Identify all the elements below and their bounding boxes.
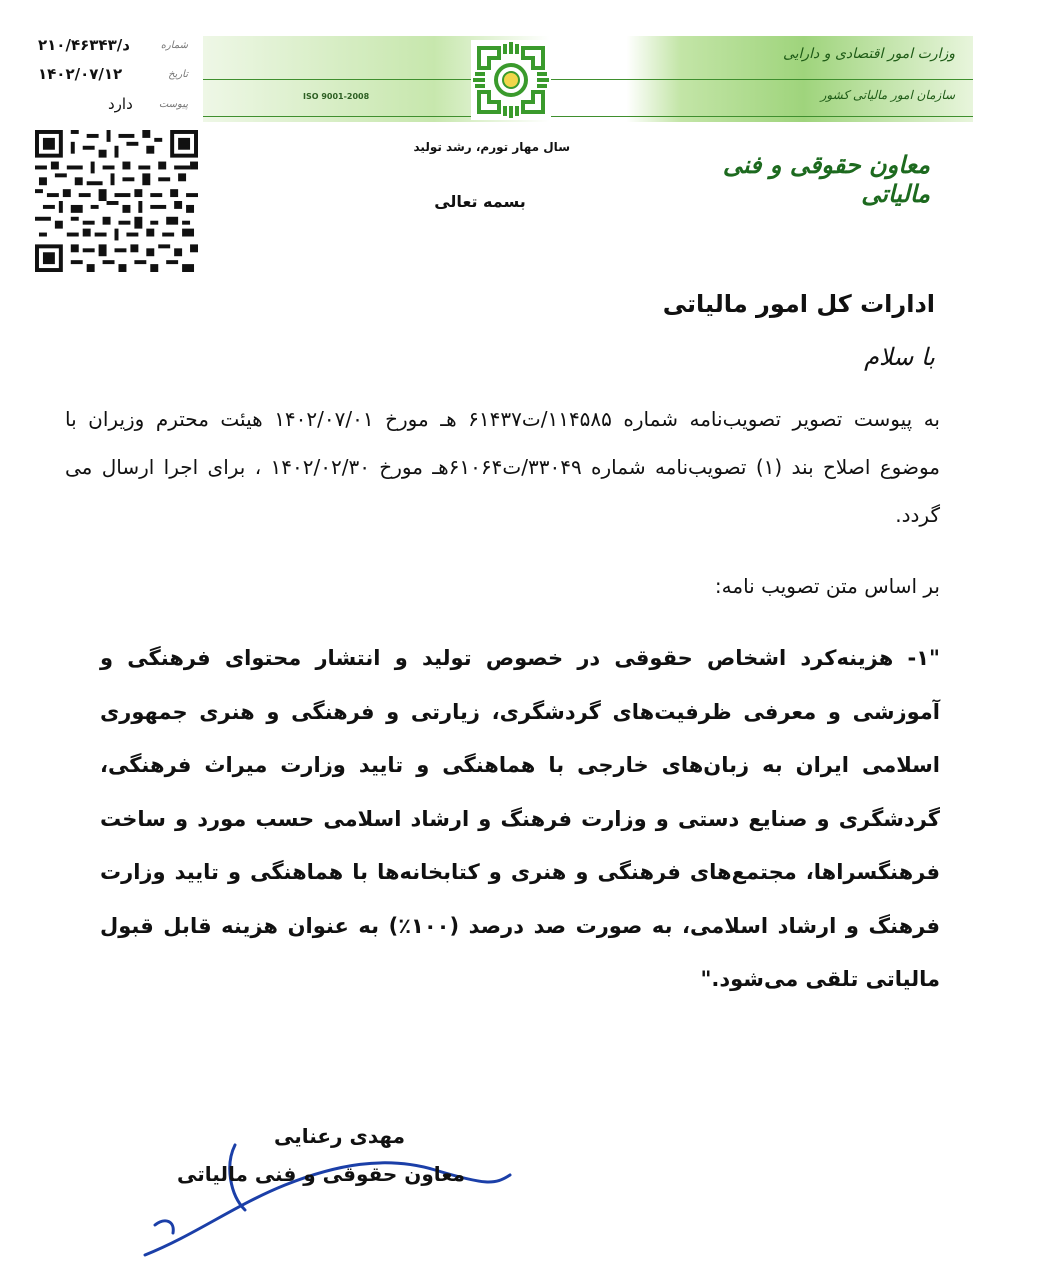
letter-date-row	[38, 61, 188, 87]
letter-attachment-row	[38, 91, 188, 117]
organization-name: سازمان امور مالیاتی کشور	[820, 88, 955, 102]
tax-organization-logo-icon	[469, 38, 553, 122]
signatory-title: معاون حقوقی و فنی مالیاتی	[177, 1162, 465, 1186]
letter-paragraph: به پیوست تصویر تصویب‌نامه شماره ۱۱۴۵۸۵/ت۶۱۴۳۷ هـ مورخ ۱۴۰۲/۰۷/۰۱ هیئت محترم وزیران با موضوع اصلاح بند (۱) تصویب‌نامه شماره ۳۳۰۴۹/ت۶۱۰۶۴هـ مورخ ۱۴۰۲/۰۲/۳۰ ، برای اجرا ارسال می گردد.	[65, 407, 941, 527]
letter-date-label: تاریخ	[168, 68, 188, 80]
qr-code-icon	[35, 130, 198, 272]
letter-number: د/۲۱۰/۴۶۳۴۳	[38, 36, 130, 54]
resolution-quote: "۱- هزینه‌کرد اشخاص حقوقی در خصوص تولید و انتشار محتوای فرهنگی و آموزشی و معرفی ظرفیت‌های گردشگری، زیارتی و فرهنگی و هنری جمهوری اسلامی ایران به زبان‌های خارجی با هماهنگی و تایید وزارت میراث فرهنگی، گردشگری و صنایع دستی و وزارت فرهنگ و ارشاد اسلامی حسب مورد و ساخت فرهنگسراها، مجتمع‌های فرهنگی و هنری و کتابخانه‌ها با هماهنگی و تایید وزارت فرهنگ و ارشاد اسلامی، به صورت صد درصد (۱۰۰٪) به عنوان هزینه قابل قبول مالیاتی تلقی می‌شود."	[100, 646, 940, 991]
signatory-name: مهدی رعنایی	[273, 1124, 405, 1148]
bismillah-heading: بسمه تعالی	[434, 192, 526, 211]
letterhead-banner	[203, 36, 973, 122]
letter-attachment: دارد	[108, 95, 133, 113]
letter-greeting: با سلام	[864, 343, 935, 371]
letter-number-label: شماره	[160, 39, 188, 51]
iso-mark: ISO 9001-2008	[303, 92, 370, 101]
ministry-name: وزارت امور اقتصادی و دارایی	[782, 46, 955, 62]
year-slogan: سال مهار تورم، رشد تولید	[413, 140, 570, 154]
deputy-title: معاون حقوقی و فنی مالیاتی	[722, 150, 930, 208]
letter-basis-line: بر اساس متن تصویب نامه:	[714, 574, 940, 598]
letter-attachment-label: پیوست	[158, 98, 188, 110]
letter-date: ۱۴۰۲/۰۷/۱۲	[38, 65, 123, 83]
letter-recipient: ادارات کل امور مالیاتی	[662, 290, 935, 318]
letter-number-row	[38, 32, 188, 58]
